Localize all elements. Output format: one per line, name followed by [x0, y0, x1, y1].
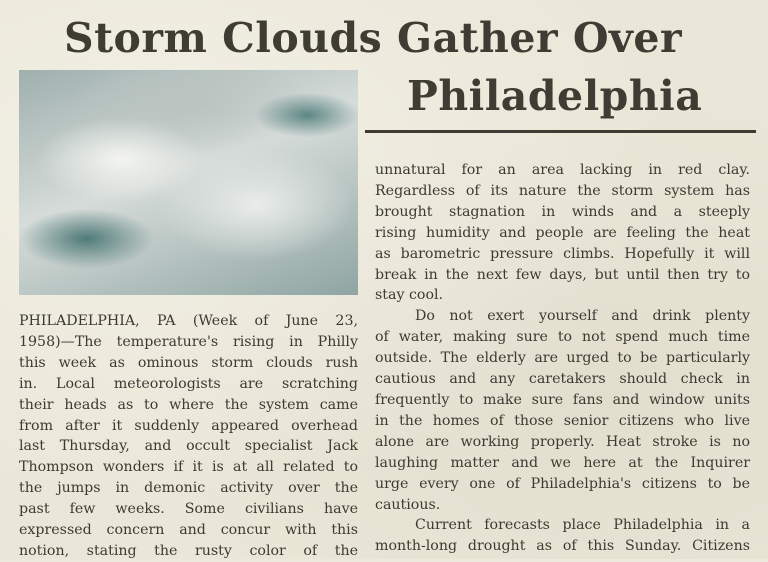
- right-column: [375, 160, 750, 557]
- article-line: brought stagnation in winds and a steeply: [375, 203, 750, 220]
- article-line: outside. The elderly are urged to be particularly: [375, 350, 750, 367]
- article-line: last Thursday, and occult specialist Jack: [19, 438, 358, 455]
- article-line: rising humidity and people are feeling the heat: [375, 224, 750, 241]
- headline-line-1: Storm Clouds Gather Over: [64, 14, 683, 62]
- article-line: the jumps in demonic activity over the: [19, 480, 358, 497]
- article-line: break in the next few days, but until then try to: [375, 266, 750, 283]
- article-line: PHILADELPHIA, PA (Week of June 23,: [19, 313, 358, 329]
- article-line: cautious and any caretakers should check in: [375, 371, 750, 388]
- article-line: expressed concern and concur with this: [19, 522, 358, 539]
- article-line: urge every one of Philadelphia's citizens to be: [375, 475, 750, 492]
- article-line: their heads as to where the system came: [19, 396, 358, 413]
- article-line: Current forecasts place Philadelphia in a: [415, 517, 750, 534]
- article-line: from after it suddenly appeared overhead: [19, 417, 358, 434]
- article-line: 1958)—The temperature's rising in Philly: [19, 333, 358, 350]
- article-line: month-long drought as of this Sunday. Citizens: [375, 538, 750, 555]
- article-line: Regardless of its nature the storm system has: [375, 182, 750, 199]
- article-line: as barometric pressure climbs. Hopefully it will: [375, 245, 750, 262]
- article-line: Do not exert yourself and drink plenty: [415, 308, 750, 325]
- article-line: alone are working properly. Heat stroke is no: [375, 433, 750, 450]
- headline-rule: [365, 130, 756, 133]
- storm-clouds-photo: [19, 70, 358, 295]
- article-line: of water, making sure to not spend much time: [375, 329, 750, 346]
- article-line: this week as ominous storm clouds rush: [19, 354, 358, 371]
- article-line: unnatural for an area lacking in red clay.: [375, 162, 750, 178]
- article-line: notion, stating the rusty color of the: [19, 542, 358, 559]
- left-column: [19, 311, 358, 562]
- article-line: stay cool.: [375, 287, 444, 304]
- article-line: in. Local meteorologists are scratching: [19, 375, 358, 392]
- article-line: laughing matter and we here at the Inquirer: [375, 454, 750, 471]
- article-line: frequently to make sure fans and window units: [375, 391, 750, 408]
- article-line: Thompson wonders if it is at all related to: [19, 459, 358, 476]
- headline-line-2: Philadelphia: [407, 72, 703, 120]
- article-line: in the homes of those senior citizens who live: [375, 412, 750, 429]
- article-line: cautious.: [375, 496, 441, 513]
- article-line: past few weeks. Some civilians have: [19, 501, 358, 518]
